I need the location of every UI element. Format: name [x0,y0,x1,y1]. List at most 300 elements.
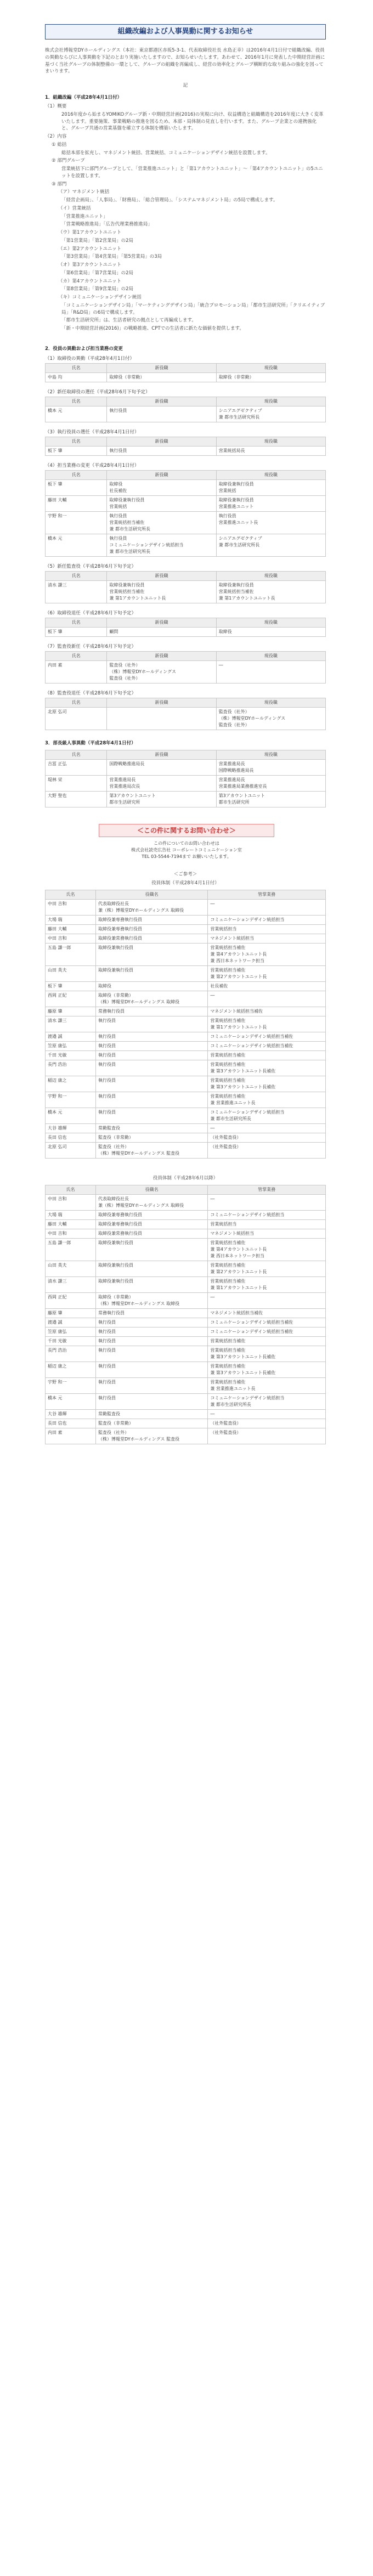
table-cell: 橋本 元 [46,534,107,557]
table-cell: 藤原 肇 [46,1007,96,1016]
section1-line: ① 総括 [52,142,67,148]
table-cell [107,708,216,730]
table-cell: 執行役員 [95,1108,207,1124]
table-row [46,1032,326,1042]
table-cell: 営業統括担当補佐 兼 第2アカウントユニット長 [208,966,326,982]
table-cell: 執行役員 [95,1060,207,1076]
table-cell: 取締役兼常務執行役員 [95,934,207,944]
table-cell: 宇野 和一 [46,1378,96,1394]
table-cell: 営業統括担当補佐 兼 第3アカウントユニット長補佐 [208,1346,326,1362]
table-cell: （社外監査役） [208,1428,326,1444]
data-table [45,1185,326,1444]
table-header-cell: 氏名 [46,572,107,581]
table-header-cell: 新役職 [107,652,216,661]
page-title-box [45,24,326,39]
table-cell: 大場 瑞 [46,916,96,925]
table-header-cell: 氏名 [46,618,107,628]
table-header-cell: 新役職 [107,437,216,447]
table-cell: 執行役員 [95,1092,207,1108]
table-row [46,944,326,966]
table-row [46,1378,326,1394]
table-cell: シニアエグゼクティブ 兼 都市生活研究所長 [216,534,325,557]
table-cell: マネジメント統括担当 [208,934,326,944]
table-row [46,1410,326,1419]
table-cell: 取締役兼執行役員 [95,1261,207,1277]
table-cell: 藤田 大輔 [46,925,96,934]
section1-line: 営業統括下に部門グループとして、「営業推進ユニット」と「第1アカウントユニット」～「第4アカウントユニット」の5ユニットを設置します。 [61,166,323,179]
table-cell: コミュニケーションデザイン統括担当補佐 [208,1032,326,1042]
table-cell: 執行役員 [95,1042,207,1051]
table-cell: シニアエグゼクティブ 兼 都市生活研究所長 [216,406,325,422]
section1-line: （イ）営業統括 [58,205,91,211]
table-cell: 執行役員 [95,1362,207,1378]
table-cell: 取締役兼常務執行役員 [95,1229,207,1239]
table-cell: 代表取締役社長 兼（株）博報堂DYホールディングス 取締役 [95,900,207,916]
table-row [46,916,326,925]
table-cell: 中島 均 [46,373,107,382]
table-header-cell: 新役職 [107,397,216,406]
table-cell: 山田 英夫 [46,966,96,982]
table-row [46,1016,326,1032]
table-row [46,1394,326,1410]
table-cell: 長田 信也 [46,1133,96,1143]
table-cell: 営業統括担当補佐 [208,1051,326,1060]
table-cell: 執行役員 [95,1378,207,1394]
table-cell: 営業統括担当補佐 兼 第3アカウントユニット長補佐 [208,1060,326,1076]
table-header-cell: 管掌業務 [208,1185,326,1195]
table-cell: 執行役員 営業統括担当補佐 兼 都市生活研究所長 [107,512,216,534]
section1-title: 1．組織改編（平成28年4月1日付） [45,95,122,100]
table-caption: （4）担当業務の変更（平成28年4月1日付） [45,463,139,468]
table-row [46,1293,326,1309]
table-cell: 取締役兼専務執行役員 [95,1211,207,1220]
table-cell: 第3アカウントユニット 都市生活研究所 [107,792,216,807]
table-row [46,1143,326,1159]
table-header-cell: 氏名 [46,890,96,900]
table-row [46,1133,326,1143]
table-cell: 橋本 元 [46,1108,96,1124]
table-cell: 板下 肇 [46,982,96,991]
table-row [46,1337,326,1346]
section1-line: 「第6営業局」「第7営業局」の2局 [61,270,133,276]
table-cell: 執行役員 コミュニケーションデザイン統括担当 兼 都市生活研究所長 [107,534,216,557]
table-header-row [46,698,326,708]
table-header-cell: 氏名 [46,437,107,447]
table-cell: 藤田 大輔 [46,1220,96,1229]
table-row [46,1229,326,1239]
table-header-row [46,364,326,373]
table-cell: 笠原 康弘 [46,1042,96,1051]
section1-line: 「営業推進ユニット」 [61,213,108,219]
table-cell: 常勤監査役 [95,1124,207,1133]
table-cell: 執行役員 [95,1337,207,1346]
table-cell: 監査役（社外） （株）博報堂DYホールディングス 監査役 [95,1143,207,1159]
table-cell: 長田 信也 [46,1419,96,1428]
table-row [46,1042,326,1051]
table-cell: 中田 吉和 [46,900,96,916]
table-row [46,900,326,916]
table-cell: 取締役兼執行役員 営業統括担当補佐 兼 第1アカウントユニット長 [216,581,325,603]
table-header-cell: 氏名 [46,1185,96,1195]
table-cell: 北原 弘司 [46,708,107,730]
table-cell: 取締役（非常勤） （株）博報堂DYホールディングス 取締役 [95,1293,207,1309]
table-cell: 監査役（非常勤） [95,1133,207,1143]
table-cell: 取締役 [216,628,325,637]
table-cell: 監査役（社外） （株）博報堂DYホールディングス 監査役（社外） [107,661,216,683]
table-cell: 取締役兼専務執行役員 [95,916,207,925]
table-row [46,925,326,934]
table-cell: 営業統括担当補佐 兼 営業推進ユニット長 [208,1092,326,1108]
table-cell: 取締役兼執行役員 [95,944,207,966]
section1-line: （ア）マネジメント統括 [58,189,110,195]
table-cell: 取締役兼執行役員 営業統括 [216,480,325,496]
contact-line: 株式会社読売広告社 コーポレートコミュニケーション室 [131,848,242,852]
data-table [45,470,326,557]
table-cell: 常務執行役員 [95,1309,207,1318]
reference-subtitle: 役員体制（平成28年4月1日付） [151,880,219,886]
table-cell: 営業推進局長 営業推進局次長 [107,776,216,792]
table-header-row [46,652,326,661]
page-title: 組織改編および人事異動に関するお知らせ [117,27,253,36]
table-cell: 笠原 康弘 [46,1327,96,1337]
table-cell: 営業統括担当補佐 兼 第1アカウントユニット長 [208,1277,326,1293]
table-cell: 営業統括局長 [216,447,325,456]
intro-paragraph: 株式会社博報堂DYホールディングス（本社：東京都港区赤坂5-3-1、代表取締役社長 水島正幸）は2016年4月1日付で組織改編、役員の異動ならびに人事異動を下記のとおり実施いたしますので、お知らせいたします。あわせて、2016年1月に発表した中期経営計画に基づく当社グループの体制整備の一環として、グループの組織を再編成し、経営の効率化とグループ横断的な取り組みの強化を図ってまいります。 [45,48,325,75]
table-cell: 取締役兼専務執行役員 [95,1220,207,1229]
table-caption: （8）監査役退任（平成28年6月下旬予定） [45,691,137,696]
table-row [46,1277,326,1293]
section1-line: 2016年度から始まるYOMIKOグループ新・中期経営計画(2016)の実現に向け、収益構造と組織構造を2016年度に大きく変革いたします。重要施策、事業戦略の推進を図るため、本部・局体制の見直しを行います。また、グループ企業との連携強化と、グループ共通の営業基盤を確立する体制を構築いたします。 [61,111,324,132]
table-cell: 堤林 栄 [46,776,107,792]
table-header-cell: 新役職 [107,364,216,373]
table-caption: （5）新任監査役（平成28年6月下旬予定） [45,564,137,569]
table-cell: 千田 光敏 [46,1337,96,1346]
table-cell: コミュニケーションデザイン統括担当 兼 都市生活研究所長 [208,1394,326,1410]
table-cell: 山田 英夫 [46,1261,96,1277]
data-table [45,618,326,637]
table-header-row [46,471,326,480]
table-cell: 取締役（非常勤） （株）博報堂DYホールディングス 取締役 [95,991,207,1007]
table-cell: 宇野 和一 [46,512,107,534]
table-row [46,1108,326,1124]
table-row [46,1076,326,1092]
table-cell: 橋本 元 [46,1394,96,1410]
table-cell: コミュニケーションデザイン統括担当 [208,1211,326,1220]
table-cell: コミュニケーションデザイン統括担当補佐 [208,1318,326,1327]
table-row [46,1195,326,1211]
table-cell: 国際戦略推進局長 [107,760,216,776]
table-cell: 渡邉 誠 [46,1032,96,1042]
table-cell: 長門 浩治 [46,1346,96,1362]
table-cell: （社外監査役） [208,1143,326,1159]
table-caption: （6）取締役退任（平成28年6月下旬予定） [45,611,137,616]
section1-line: （ウ）第1アカウントユニット [58,230,122,235]
table-header-cell: 管掌業務 [208,890,326,900]
table-cell: ― [216,661,325,683]
table-header-cell: 現役職 [216,698,325,708]
table-cell: ― [208,1410,326,1419]
section1-line: 総括本部を拡充し、マネジメント統括、営業統括、コミュニケーションデザイン統括を設置します。 [61,150,270,156]
table-cell: コミュニケーションデザイン統括担当補佐 [208,1327,326,1337]
table-cell: ― [208,1293,326,1309]
table-cell: ― [208,1124,326,1133]
table-cell: 板下 肇 [46,480,107,496]
table-row [46,1051,326,1060]
table-cell: 監査役（社外） （株）博報堂DYホールディングス 監査役 [95,1428,207,1444]
table-cell: 渡邉 誠 [46,1318,96,1327]
table-cell: 第3アカウントユニット 都市生活研究所 [216,792,325,807]
table-cell: 中田 吉和 [46,934,96,944]
table-cell: 顧問 [107,628,216,637]
table-row [46,661,326,683]
table-cell: 営業統括担当補佐 兼 第1アカウントユニット長 [208,1016,326,1032]
table-caption: （2）新任取締役の選任（平成28年6月下旬予定） [45,389,150,395]
table-cell: 営業統括担当補佐 兼 第4アカウントユニット長 兼 西日本ネットワーク担当 [208,944,326,966]
table-cell: 執行役員 [95,1346,207,1362]
table-cell: 監査役（社外） （株）博報堂DYホールディングス 監査役（社外） [216,708,325,730]
table-cell: 執行役員 [95,1051,207,1060]
table-row [46,1060,326,1076]
table-cell: 執行役員 [95,1327,207,1337]
table-header-cell: 現役職 [216,397,325,406]
table-row [46,1211,326,1220]
table-cell: 取締役（非常勤） [107,373,216,382]
table-cell: 橋本 元 [46,406,107,422]
table-row [46,934,326,944]
table-row [46,1239,326,1261]
table-header-cell: 現役職 [216,364,325,373]
table-cell: 営業統括担当補佐 兼 営業推進ユニット長 [208,1378,326,1394]
table-row [46,447,326,456]
table-cell: 取締役兼専務執行役員 [95,925,207,934]
table-header-row [46,572,326,581]
table-header-row [46,890,326,900]
contact-line: この件についてのお問い合わせは [154,841,219,846]
table-row [46,1362,326,1378]
table-row [46,708,326,730]
table-cell: 執行役員 [95,1032,207,1042]
table-cell: 監査役（非常勤） [95,1419,207,1428]
table-header-cell: 現役職 [216,652,325,661]
table-cell: 長門 浩治 [46,1060,96,1076]
table-row [46,373,326,382]
table-cell: 清水 謙三 [46,1016,96,1032]
table-cell: 大谷 雄輝 [46,1410,96,1419]
contact-banner-label: ＜この件に関するお問い合わせ＞ [137,827,236,834]
table-cell: （社外監査役） [208,1419,326,1428]
table-row [46,776,326,792]
table-cell: 取締役 社長補佐 [107,480,216,496]
table-cell: 稲辺 康之 [46,1076,96,1092]
table-cell: 藤原 肇 [46,1309,96,1318]
table-cell: 千田 光敏 [46,1051,96,1060]
table-row [46,1220,326,1229]
table-cell: 営業統括担当補佐 兼 第4アカウントユニット長 兼 西日本ネットワーク担当 [208,1239,326,1261]
table-header-cell: 現役職 [216,572,325,581]
table-cell: 大場 瑞 [46,1211,96,1220]
table-cell: 五島 謙一郎 [46,944,96,966]
section1-line: （2）内容 [45,134,67,139]
table-header-cell: 氏名 [46,750,107,760]
section3-title: 3．部長級人事異動（平成28年4月1日付） [45,741,136,746]
table-cell: ― [208,991,326,1007]
table-cell: コミュニケーションデザイン統括担当 [208,916,326,925]
table-cell: 取締役兼執行役員 [95,1239,207,1261]
table-cell: 執行役員 [95,1016,207,1032]
reference-title: ＜ご参考＞ [173,872,197,877]
table-cell: マネジメント統括担当補佐 [208,1007,326,1016]
section1-line: ② 部門グループ [52,158,85,164]
section1-line: 「新・中期経営計画(2016)」の戦略推進、CPTでの生活者に新たな価値を提供します。 [61,326,244,331]
table-header-row [46,397,326,406]
table-row [46,792,326,807]
table-cell: 執行役員 [107,406,216,422]
table-cell: 五島 謙一郎 [46,1239,96,1261]
table-cell: 取締役（非常勤） [216,373,325,382]
table-row [46,581,326,603]
section1-line: 「コミュニケーションデザイン局」「マーケティングデザイン局」「統合プロモーション局」「都市生活研究所」「クリエイティブ局」「R&D局」の6局で構成します。 [61,302,325,315]
section1-line: （カ）第4アカウントユニット [58,278,122,284]
table-header-cell: 新役職 [107,618,216,628]
table-row [46,1346,326,1362]
table-cell: 中田 吉和 [46,1229,96,1239]
table-cell: 営業統括担当 [208,1220,326,1229]
table-cell: 営業統括担当補佐 兼 第2アカウントユニット長 [208,1261,326,1277]
table-header-cell: 現役職 [216,618,325,628]
data-table [45,890,326,1159]
table-header-cell: 氏名 [46,397,107,406]
table-cell: 社長補佐 [208,982,326,991]
table-row [46,406,326,422]
table-cell: 宇野 和一 [46,1092,96,1108]
table-cell: 営業推進局長 営業推進局業務推進室長 [216,776,325,792]
contact-line: TEL 03-5544-7194まで お願いいたします。 [142,854,231,859]
table-header-row [46,750,326,760]
table-header-cell: 役職名 [95,1185,207,1195]
table-row [46,480,326,496]
table-header-cell: 現役職 [216,471,325,480]
data-table [45,437,326,456]
table-row [46,1124,326,1133]
contact-text [99,840,274,860]
table-header-cell: 新役職 [107,750,216,760]
table-cell: 取締役 [95,982,207,991]
table-row [46,628,326,637]
table-row [46,496,326,512]
table-cell: コミュニケーションデザイン統括担当補佐 [208,1042,326,1051]
reference-subtitle-2: 役員体制（平成28年6月以降） [152,1176,218,1181]
table-caption: （1）取締役の異動（平成28年4月1日付） [45,356,135,361]
data-table [45,397,326,422]
table-cell: 執行役員 [95,1076,207,1092]
table-header-cell: 新役職 [107,471,216,480]
section1-line: ③ 部門 [52,181,67,187]
section1-line: 「営業戦略推進局」「広告代理業務推進局」 [61,222,152,228]
table-cell: 執行役員 [107,447,216,456]
table-cell: 代表取締役社長 兼（株）博報堂DYホールディングス 取締役 [95,1195,207,1211]
section1-line: （オ）第3アカウントユニット [58,262,122,268]
table-header-row [46,1185,326,1195]
table-row [46,1327,326,1337]
table-row [46,1428,326,1444]
table-header-cell: 役職名 [95,890,207,900]
table-row [46,966,326,982]
table-row [46,512,326,534]
table-cell: 内田 素 [46,661,107,683]
table-cell: 執行役員 [95,1394,207,1410]
table-cell: 吉冨 正弘 [46,760,107,776]
table-cell: 取締役兼執行役員 営業推進ユニット [216,496,325,512]
table-header-cell: 氏名 [46,652,107,661]
section1-line: （キ）コミュニケーションデザイン統括 [58,295,142,300]
table-cell: 西岡 正紀 [46,1293,96,1309]
table-row [46,1007,326,1016]
table-header-cell: 現役職 [216,437,325,447]
table-cell: 営業統括担当補佐 兼 第3アカウントユニット長補佐 [208,1362,326,1378]
ki-label: 記 [183,83,188,88]
table-cell: 清水 謙三 [46,1277,96,1293]
table-row [46,534,326,557]
table-cell: 取締役兼執行役員 [95,1277,207,1293]
section1-body [45,103,326,334]
table-row [46,1261,326,1277]
table-row [46,1419,326,1428]
table-cell: 営業統括担当 [208,925,326,934]
table-cell: 大谷 雄輝 [46,1124,96,1133]
data-table [45,750,326,807]
data-table [45,698,326,730]
data-table [45,571,326,603]
table-header-cell: 氏名 [46,364,107,373]
data-table [45,363,326,382]
table-cell: 内田 素 [46,1428,96,1444]
section2-title: 2．役員の異動および担当業務の変更 [45,346,123,352]
table-cell: 板下 肇 [46,447,107,456]
table-cell: ― [208,1195,326,1211]
table-caption: （7）監査役新任（平成28年6月下旬予定） [45,644,137,649]
table-row [46,1318,326,1327]
table-header-cell: 氏名 [46,698,107,708]
table-cell: 常勤監査役 [95,1410,207,1419]
table-cell: 板下 肇 [46,628,107,637]
table-cell: マネジメント統括担当補佐 [208,1309,326,1318]
table-caption: （3）執行役員の選任（平成28年4月1日付） [45,430,139,435]
table-cell: 執行役員 営業推進ユニット長 [216,512,325,534]
table-cell: 常務執行役員 [95,1007,207,1016]
table-row [46,760,326,776]
table-row [46,982,326,991]
table-header-cell: 新役職 [107,572,216,581]
table-header-cell: 氏名 [46,471,107,480]
section1-line: （エ）第2アカウントユニット [58,246,122,252]
table-cell: 取締役兼執行役員 営業統括担当補佐 兼 第1アカウントユニット長 [107,581,216,603]
contact-banner [99,824,274,837]
table-row [46,991,326,1007]
table-cell: 営業統括担当補佐 兼 第3アカウントユニット長補佐 [208,1076,326,1092]
table-cell: 西岡 正紀 [46,991,96,1007]
table-header-cell: 新役職 [107,698,216,708]
section1-line: 「第1営業局」「第2営業局」の2局 [61,238,133,244]
table-cell: 執行役員 [95,1318,207,1327]
table-cell: 営業統括担当補佐 [208,1337,326,1346]
table-header-row [46,437,326,447]
data-table [45,651,326,683]
table-header-cell: 現役職 [216,750,325,760]
table-row [46,1309,326,1318]
table-cell: 清水 謙三 [46,581,107,603]
table-cell: 北原 弘司 [46,1143,96,1159]
section1-line: 「都市生活研究所」は、生活者研究の拠点として再編成します。 [61,318,196,324]
